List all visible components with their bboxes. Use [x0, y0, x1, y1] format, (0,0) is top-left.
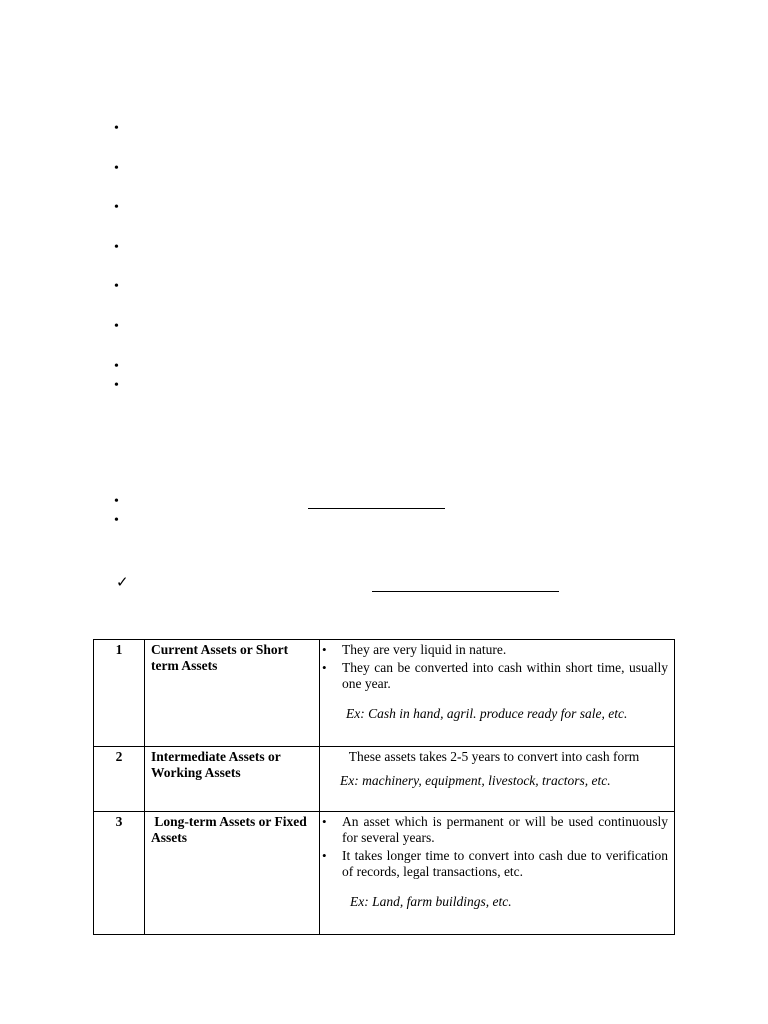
example-text: Ex: Land, farm buildings, etc.: [350, 894, 512, 909]
description-point: • An asset which is permanent or will be used continuously for several years.: [342, 814, 668, 846]
asset-classification-table: [93, 639, 675, 935]
description-point: • They can be converted into cash within short time, usually one year.: [342, 660, 668, 692]
empty-bullet: [114, 516, 124, 526]
row-number: 1: [94, 640, 145, 747]
asset-description: [320, 640, 675, 747]
empty-bullet: [114, 243, 124, 253]
empty-bullet: [114, 124, 124, 134]
empty-bullet: [114, 497, 124, 507]
row-number: 2: [94, 747, 145, 812]
table-row: [94, 812, 675, 935]
asset-description: [320, 812, 675, 935]
checkmark-icon: ✓: [116, 573, 129, 591]
empty-bullet: [114, 381, 124, 391]
empty-bullet: [114, 322, 124, 332]
description-text: These assets takes 2-5 years to convert into cash form: [348, 749, 640, 764]
example-text: Ex: machinery, equipment, livestock, tractors, etc.: [340, 773, 611, 788]
empty-bullet: [114, 362, 124, 372]
empty-bullet: [114, 203, 124, 213]
table-row: [94, 747, 675, 812]
example-text: Ex: Cash in hand, agril. produce ready for sale, etc.: [346, 706, 628, 721]
underline-rule: [308, 508, 445, 509]
asset-type: Current Assets or Short term Assets: [145, 640, 320, 747]
asset-type: Long-term Assets or Fixed Assets: [145, 812, 320, 935]
asset-type: Intermediate Assets or Working Assets: [145, 747, 320, 812]
asset-description: [320, 747, 675, 812]
empty-bullet: [114, 282, 124, 292]
description-point: • It takes longer time to convert into cash due to verification of records, legal transactions, etc.: [342, 848, 668, 880]
underline-rule: [372, 591, 559, 592]
empty-bullet: [114, 164, 124, 174]
table-row: [94, 640, 675, 747]
description-point: • They are very liquid in nature.: [342, 642, 668, 658]
row-number: 3: [94, 812, 145, 935]
